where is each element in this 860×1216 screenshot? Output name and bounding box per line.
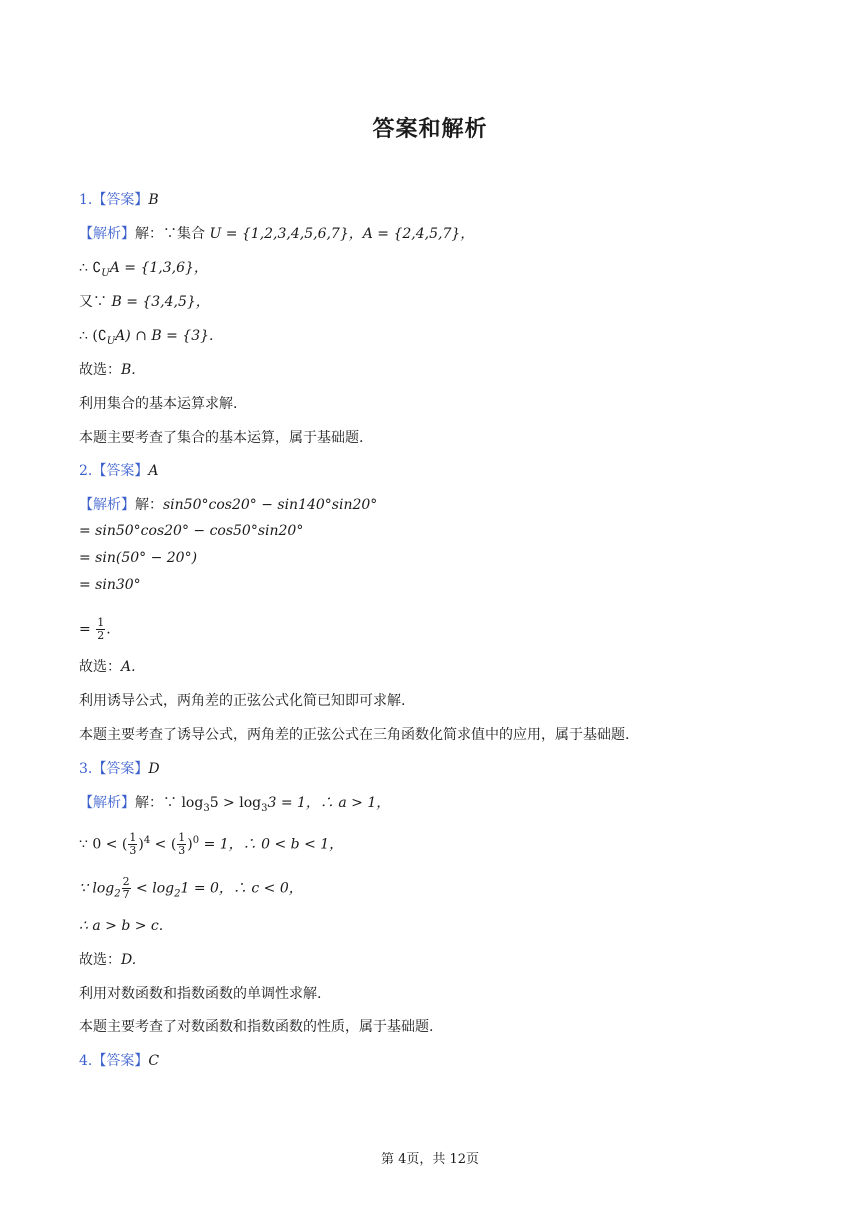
analysis-label: 【解析】 xyxy=(79,226,135,242)
text: = xyxy=(79,621,96,638)
q1-answer xyxy=(79,190,159,210)
answer-value: A xyxy=(148,463,159,479)
q4-answer xyxy=(79,1051,159,1071)
answer-value: B xyxy=(148,192,159,208)
q3-comment: 本题主要考查了对数函数和指数函数的性质，属于基础题. xyxy=(79,1019,434,1035)
math: B = {3,4,5}， xyxy=(111,294,210,310)
denominator: 7 xyxy=(122,888,130,901)
q2-analysis-line-5 xyxy=(79,617,111,642)
subscript: 2 xyxy=(114,888,121,900)
q1-choose xyxy=(79,360,136,380)
numerator: 1 xyxy=(178,831,186,844)
superscript: 4 xyxy=(143,834,151,846)
text: 1 = 0，∴ c < 0， xyxy=(180,880,303,897)
denominator: 3 xyxy=(129,844,137,857)
text: < ( xyxy=(150,836,177,853)
q2-analysis-line-3: = sin(50° − 20°) xyxy=(79,550,198,566)
q3-analysis-line-4: ∴ a > b > c. xyxy=(79,918,164,934)
q2-choose xyxy=(79,657,136,677)
q2-answer xyxy=(79,461,158,481)
analysis-label: 【解析】 xyxy=(79,795,135,811)
text: ∵ log xyxy=(79,880,115,897)
text: ∵ 0 < ( xyxy=(79,836,128,853)
text: 解： xyxy=(135,497,163,513)
math: A. xyxy=(121,659,136,675)
text: ∴ ∁ xyxy=(79,260,102,276)
answer-label: 4.【答案】 xyxy=(79,1053,149,1069)
q1-method: 利用集合的基本运算求解. xyxy=(79,396,238,412)
text: 故选： xyxy=(79,952,121,968)
q1-analysis-line-3 xyxy=(79,292,210,312)
page-footer: 第 4页，共 12页 xyxy=(380,1152,480,1167)
q3-analysis-line-1 xyxy=(79,793,390,813)
numerator: 2 xyxy=(122,875,130,888)
q3-answer xyxy=(79,759,160,779)
fraction xyxy=(128,832,137,857)
text: . xyxy=(106,621,111,638)
denominator: 3 xyxy=(178,844,186,857)
math: B. xyxy=(121,362,136,378)
denominator: 2 xyxy=(97,629,105,642)
q3-analysis-line-2 xyxy=(79,832,343,857)
superscript: 0 xyxy=(192,834,200,846)
q2-method: 利用诱导公式，两角差的正弦公式化简已知即可求解. xyxy=(79,693,406,709)
subscript: 2 xyxy=(174,888,181,900)
q1-analysis-line-1 xyxy=(79,224,474,244)
answer-label: 2.【答案】 xyxy=(79,463,149,479)
q3-method: 利用对数函数和指数函数的单调性求解. xyxy=(79,986,322,1002)
q1-analysis-line-4 xyxy=(79,326,213,346)
answer-label: 3.【答案】 xyxy=(79,761,149,777)
q2-analysis-line-4: = sin30° xyxy=(79,577,141,593)
text: 解：∵集合 xyxy=(135,226,210,242)
text: 又∵ xyxy=(79,294,112,310)
q1-analysis-line-2 xyxy=(79,258,208,278)
answer-value: D xyxy=(148,761,160,777)
subscript: U xyxy=(106,335,116,347)
fraction xyxy=(96,617,105,642)
subscript: U xyxy=(101,267,110,279)
q3-analysis-line-3 xyxy=(79,876,303,901)
math: U = {1,2,3,4,5,6,7}，A = {2,4,5,7}， xyxy=(209,226,475,242)
q2-analysis-line-1 xyxy=(79,495,377,515)
answer-value: C xyxy=(148,1053,160,1069)
text: 5 > log xyxy=(209,795,262,811)
text: 解：∵ log xyxy=(135,795,204,811)
q2-analysis-line-2: = sin50°cos20° − cos50°sin20° xyxy=(79,523,304,539)
fraction xyxy=(177,832,186,857)
subscript: 3 xyxy=(261,802,268,814)
math: A = {1,3,6}， xyxy=(109,260,208,276)
q2-comment: 本题主要考查了诱导公式，两角差的正弦公式在三角函数化简求值中的应用，属于基础题. xyxy=(79,727,630,743)
q3-choose xyxy=(79,950,136,970)
fraction xyxy=(122,876,131,901)
math: A) ∩ B = {3}. xyxy=(115,328,214,344)
text: 故选： xyxy=(79,659,121,675)
math: = 1，∴ 0 < b < 1， xyxy=(199,836,344,853)
subscript: 3 xyxy=(203,802,210,814)
text: ) xyxy=(138,836,144,853)
math: 3 = 1，∴ a > 1， xyxy=(267,795,391,811)
answer-label: 1.【答案】 xyxy=(79,192,149,208)
q1-comment: 本题主要考查了集合的基本运算，属于基础题. xyxy=(79,430,364,446)
text: ∴ (∁ xyxy=(79,328,107,344)
page-title: 答案和解析 xyxy=(372,117,488,142)
numerator: 1 xyxy=(97,616,105,629)
text: ) xyxy=(187,836,193,853)
math: D. xyxy=(121,952,137,968)
text: 故选： xyxy=(79,362,121,378)
math: sin50°cos20° − sin140°sin20° xyxy=(163,497,378,513)
text: < log xyxy=(131,880,175,897)
numerator: 1 xyxy=(129,831,137,844)
analysis-label: 【解析】 xyxy=(79,497,135,513)
